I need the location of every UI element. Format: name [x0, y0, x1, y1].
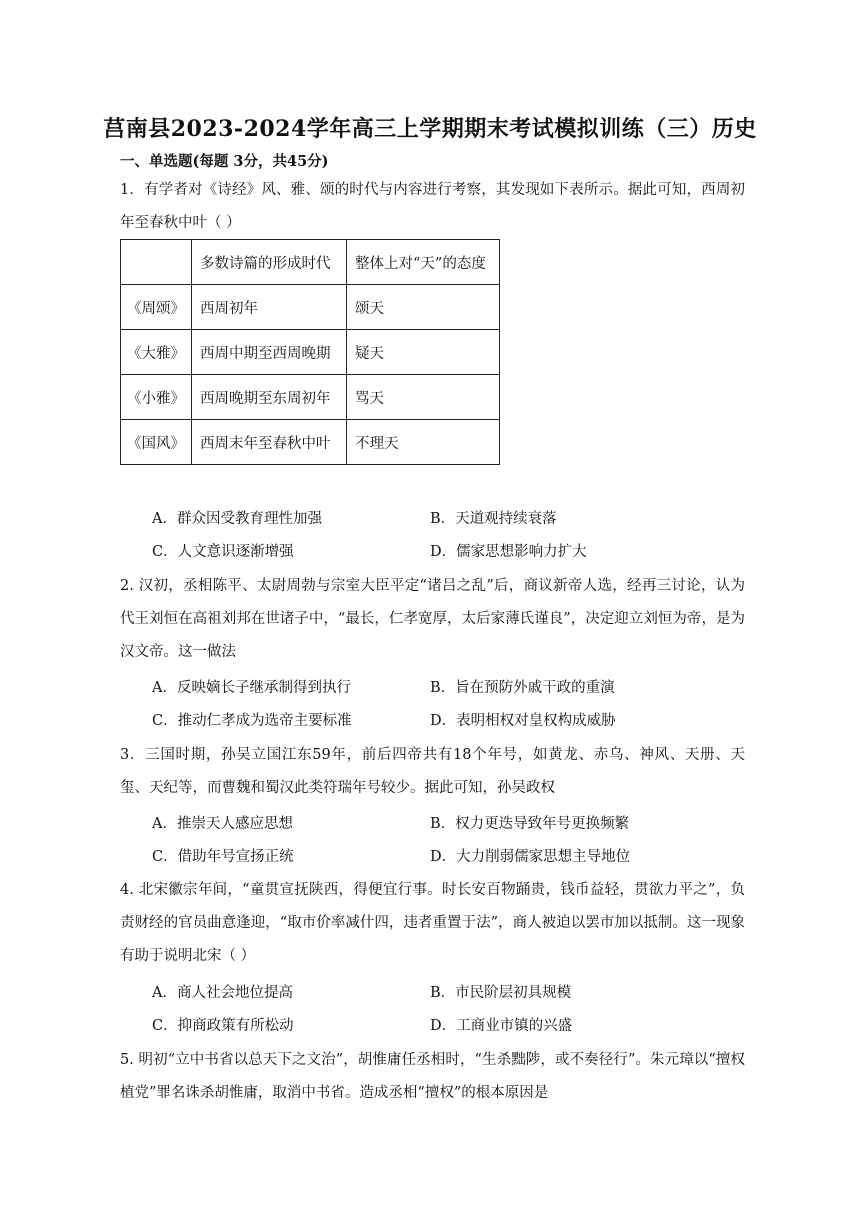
page-title: 莒南县2023-2024学年高三上学期期末考试模拟训练（三）历史: [103, 116, 757, 142]
option-a: A．商人社会地位提高: [152, 985, 293, 1001]
table-row: [121, 285, 500, 330]
table-cell: 不理天: [347, 420, 500, 465]
table-cell: 骂天: [347, 375, 500, 420]
table-cell: 西周初年: [192, 285, 347, 330]
question-4-options: [152, 977, 752, 1043]
option-d: D．大力削弱儒家思想主导地位: [430, 849, 631, 865]
table-cell: 疑天: [347, 330, 500, 375]
table-header-cell: 整体上对“天”的态度: [347, 240, 500, 285]
option-c: C．抑商政策有所松动: [152, 1018, 294, 1034]
table-cell: 《大雅》: [121, 330, 192, 375]
question-5-stem: 5. 明初“立中书省以总天下之文治”，胡惟庸任丞相时，“生杀黜陟，或不奏径行”。朱元璋以“擅权植党”罪名诛杀胡惟庸，取消中书省。造成丞相“擅权”的根本原因是: [120, 1052, 745, 1101]
table-row: [121, 330, 500, 375]
option-b: B．天道观持续衰落: [430, 511, 557, 527]
table-cell: 西周末年至春秋中叶: [192, 420, 347, 465]
table-cell: 西周中期至西周晚期: [192, 330, 347, 375]
table-cell: 《周颂》: [121, 285, 192, 330]
question-4-stem: 4. 北宋徽宗年间，“童贯宣抚陕西，得便宜行事。时长安百物踊贵，钱币益轻，贯欲力平之”，负责财经的官员曲意逢迎，“取市价率减什四，违者重置于法”，商人被迫以罢市加以抵制。这一现象有助于说明北宋（ ）: [120, 882, 745, 964]
question-3-options: [152, 808, 752, 874]
table-cell: [121, 240, 192, 285]
question-3-stem: 3．三国时期，孙吴立国江东59年，前后四帝共有18个年号，如黄龙、赤乌、神风、天册、天玺、天纪等，而曹魏和蜀汉此类符瑞年号较少。据此可知，孙吴政权: [120, 747, 745, 796]
option-c: C．借助年号宣扬正统: [152, 849, 294, 865]
question-2-options: [152, 672, 752, 738]
option-a: A．推崇天人感应思想: [152, 816, 293, 832]
option-a: A．群众因受教育理性加强: [152, 511, 322, 527]
option-d: D．儒家思想影响力扩大: [430, 544, 587, 560]
table-header-row: [121, 240, 500, 285]
table-cell: 西周晚期至东周初年: [192, 375, 347, 420]
table-row: [121, 420, 500, 465]
option-d: D．工商业市镇的兴盛: [430, 1018, 573, 1034]
option-a: A．反映嫡长子继承制得到执行: [152, 680, 351, 696]
option-b: B．权力更迭导致年号更换频繁: [430, 816, 630, 832]
table-row: [121, 375, 500, 420]
question-1-options: [152, 503, 752, 569]
section-heading: 一、单选题(每题 3分，共45分): [120, 153, 329, 170]
option-d: D．表明相权对皇权构成威胁: [430, 713, 616, 729]
table-cell: 《国风》: [121, 420, 192, 465]
question-1-table: [120, 239, 500, 465]
option-c: C．推动仁孝成为选帝主要标准: [152, 713, 352, 729]
table-cell: 颂天: [347, 285, 500, 330]
question-1-stem: 1．有学者对《诗经》风、雅、颂的时代与内容进行考察，其发现如下表所示。据此可知，西周初年至春秋中叶（ ）: [120, 182, 745, 231]
option-b: B．市民阶层初具规模: [430, 985, 572, 1001]
option-b: B．旨在预防外戚干政的重演: [430, 680, 615, 696]
table-header-cell: 多数诗篇的形成时代: [192, 240, 347, 285]
table-cell: 《小雅》: [121, 375, 192, 420]
option-c: C．人文意识逐渐增强: [152, 544, 294, 560]
question-2-stem: 2. 汉初，丞相陈平、太尉周勃与宗室大臣平定“诸吕之乱”后，商议新帝人选，经再三讨论，认为代王刘恒在高祖刘邦在世诸子中，“最长，仁孝宽厚，太后家薄氏谨良”，决定迎立刘恒为帝，是为汉文帝。这一做法: [120, 578, 745, 660]
